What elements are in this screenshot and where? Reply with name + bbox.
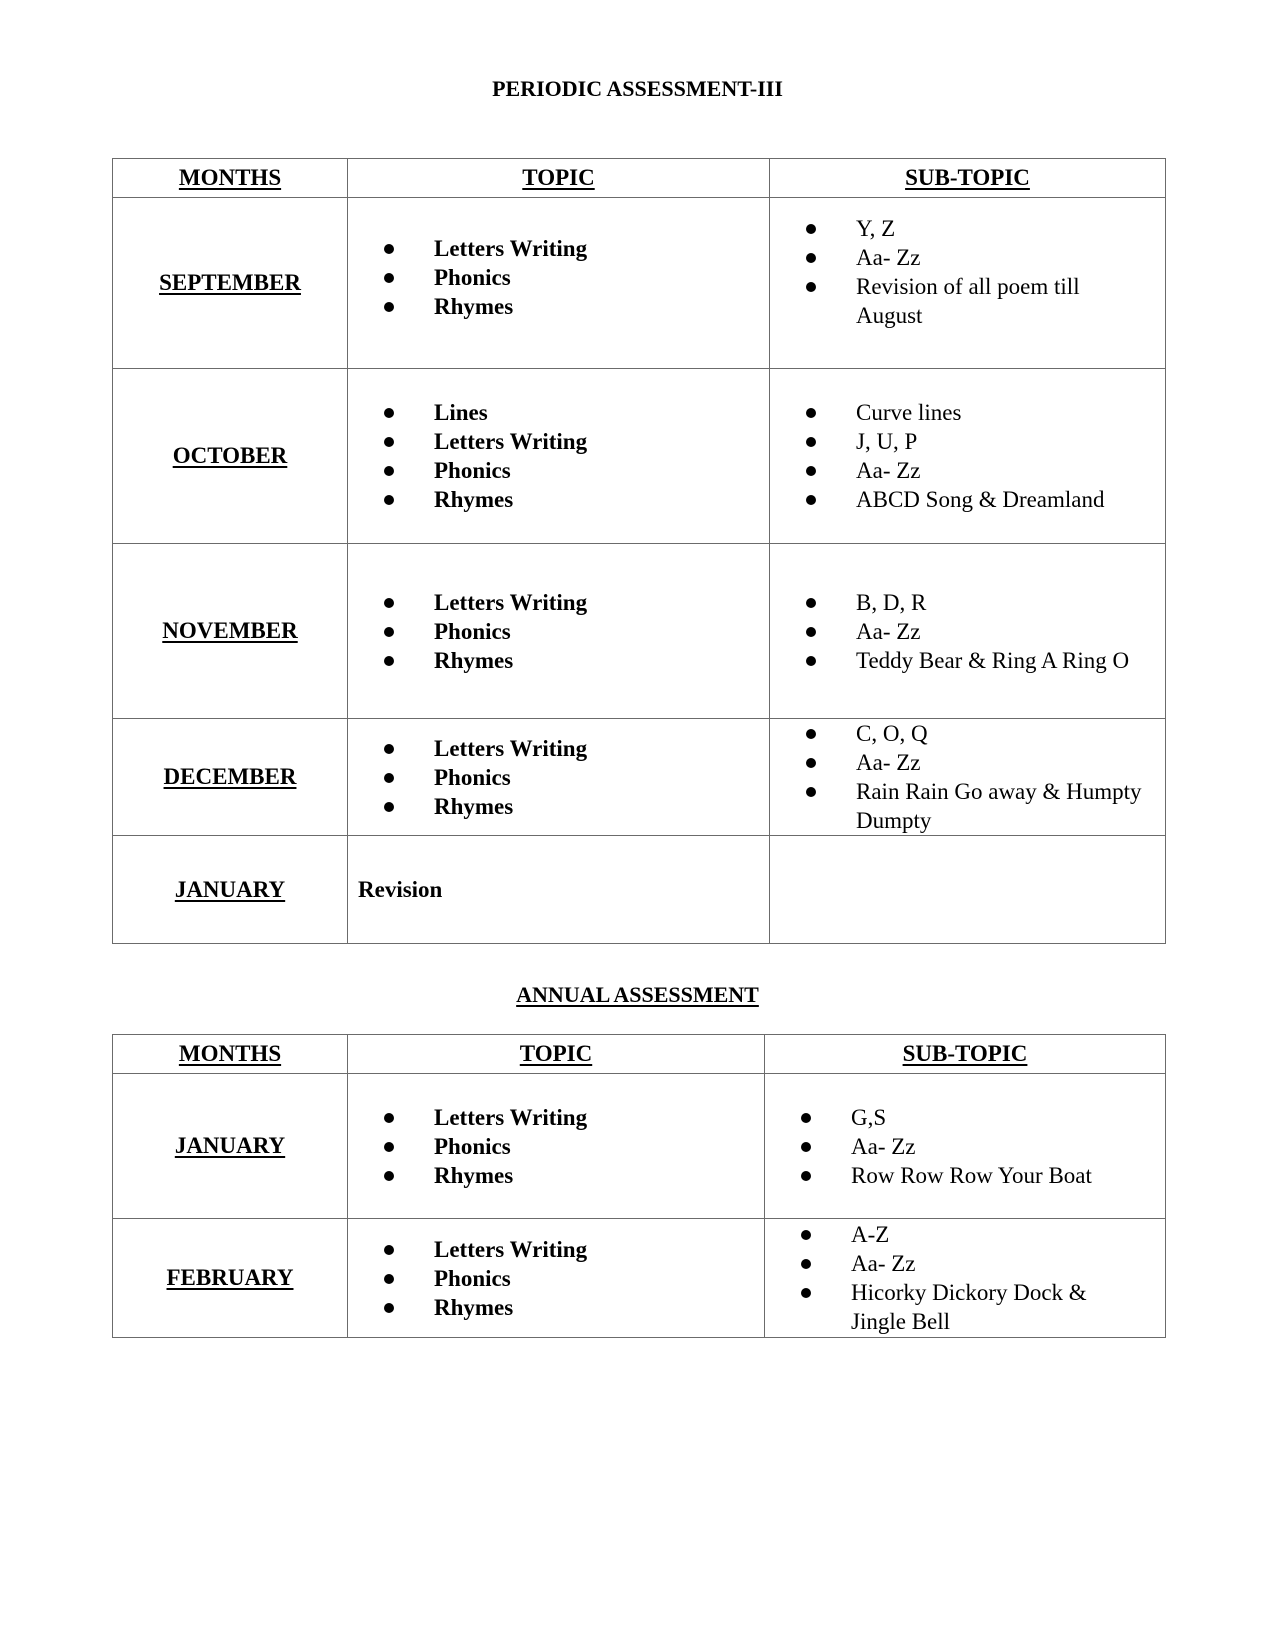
list-item: Letters Writing (434, 1103, 764, 1132)
list-item: Letters Writing (434, 734, 769, 763)
topic-cell (348, 1219, 765, 1338)
month-cell: FEBRUARY (113, 1219, 348, 1338)
bullet-icon (384, 598, 394, 608)
list-item: G,S (851, 1103, 1145, 1132)
bullet-icon (806, 787, 816, 797)
list-item: Aa- Zz (856, 456, 1145, 485)
annual-assessment-table (112, 1034, 1166, 1338)
list-item: Teddy Bear & Ring A Ring O (856, 646, 1145, 675)
bullet-icon (384, 1245, 394, 1255)
list-item: Phonics (434, 263, 769, 292)
list-item: J, U, P (856, 427, 1145, 456)
topic-cell (348, 198, 770, 369)
bullet-icon (384, 1142, 394, 1152)
header-subtopic: SUB-TOPIC (770, 159, 1166, 198)
list-item: Phonics (434, 456, 769, 485)
list-item: Aa- Zz (851, 1249, 1145, 1278)
header-topic: TOPIC (348, 159, 770, 198)
bullet-icon (384, 408, 394, 418)
bullet-icon (384, 437, 394, 447)
subtopic-cell (770, 369, 1166, 544)
list-item: Phonics (434, 1264, 764, 1293)
bullet-icon (801, 1113, 811, 1123)
subtopic-cell-empty (770, 836, 1166, 944)
bullet-icon (384, 273, 394, 283)
bullet-icon (801, 1259, 811, 1269)
bullet-icon (384, 495, 394, 505)
table-header-row (113, 1035, 1166, 1074)
subtopic-cell (770, 198, 1166, 369)
list-item: Rhymes (434, 1293, 764, 1322)
list-item: Hicorky Dickory Dock & Jingle Bell (851, 1278, 1145, 1336)
list-item: Letters Writing (434, 588, 769, 617)
bullet-icon (384, 1171, 394, 1181)
header-subtopic: SUB-TOPIC (765, 1035, 1166, 1074)
bullet-icon (384, 773, 394, 783)
header-months: MONTHS (113, 1035, 348, 1074)
bullet-icon (384, 244, 394, 254)
table-row (113, 198, 1166, 369)
bullet-icon (384, 1274, 394, 1284)
header-months: MONTHS (113, 159, 348, 198)
topic-cell (348, 719, 770, 836)
list-item: Phonics (434, 1132, 764, 1161)
month-cell: OCTOBER (113, 369, 348, 544)
list-item: C, O, Q (856, 719, 1145, 748)
bullet-icon (384, 1303, 394, 1313)
bullet-icon (384, 302, 394, 312)
list-item: Phonics (434, 763, 769, 792)
table-row (113, 544, 1166, 719)
subtopic-cell (765, 1074, 1166, 1219)
subtopic-cell (770, 719, 1166, 836)
bullet-icon (806, 466, 816, 476)
bullet-icon (806, 437, 816, 447)
periodic-assessment-title: PERIODIC ASSESSMENT-III (492, 76, 783, 101)
list-item: Phonics (434, 617, 769, 646)
table-row (113, 1219, 1166, 1338)
list-item: Rhymes (434, 792, 769, 821)
list-item: Rhymes (434, 646, 769, 675)
list-item: Letters Writing (434, 427, 769, 456)
table-header-row (113, 159, 1166, 198)
month-cell: NOVEMBER (113, 544, 348, 719)
month-cell: JANUARY (113, 1074, 348, 1219)
bullet-icon (806, 408, 816, 418)
bullet-icon (384, 802, 394, 812)
bullet-icon (806, 495, 816, 505)
list-item: Aa- Zz (856, 243, 1145, 272)
annual-assessment-title: ANNUAL ASSESSMENT (516, 982, 759, 1007)
list-item: Letters Writing (434, 1235, 764, 1264)
list-item: Y, Z (856, 214, 1145, 243)
bullet-icon (801, 1230, 811, 1240)
list-item: Rhymes (434, 292, 769, 321)
bullet-icon (384, 1113, 394, 1123)
bullet-icon (801, 1142, 811, 1152)
list-item: Aa- Zz (856, 617, 1145, 646)
bullet-icon (806, 627, 816, 637)
list-item: Row Row Row Your Boat (851, 1161, 1145, 1190)
list-item: Aa- Zz (851, 1132, 1145, 1161)
bullet-icon (806, 598, 816, 608)
table-row (113, 719, 1166, 836)
list-item: ABCD Song & Dreamland (856, 485, 1145, 514)
month-cell: SEPTEMBER (113, 198, 348, 369)
bullet-icon (801, 1171, 811, 1181)
subtopic-cell (765, 1219, 1166, 1338)
bullet-icon (384, 627, 394, 637)
topic-cell (348, 369, 770, 544)
table-row (113, 369, 1166, 544)
list-item: Lines (434, 398, 769, 427)
bullet-icon (384, 466, 394, 476)
subtopic-cell (770, 544, 1166, 719)
list-item: Rain Rain Go away & Humpty Dumpty (856, 777, 1145, 835)
bullet-icon (806, 729, 816, 739)
topic-cell: Revision (348, 836, 770, 944)
list-item: Letters Writing (434, 234, 769, 263)
table-row (113, 836, 1166, 944)
list-item: Curve lines (856, 398, 1145, 427)
table-row (113, 1074, 1166, 1219)
list-item: B, D, R (856, 588, 1145, 617)
bullet-icon (801, 1288, 811, 1298)
periodic-assessment-table (112, 158, 1166, 944)
bullet-icon (806, 282, 816, 292)
list-item: Rhymes (434, 485, 769, 514)
header-topic: TOPIC (348, 1035, 765, 1074)
bullet-icon (806, 758, 816, 768)
bullet-icon (384, 656, 394, 666)
list-item: Aa- Zz (856, 748, 1145, 777)
list-item: A-Z (851, 1220, 1145, 1249)
bullet-icon (806, 224, 816, 234)
month-cell: JANUARY (113, 836, 348, 944)
bullet-icon (384, 744, 394, 754)
bullet-icon (806, 253, 816, 263)
bullet-icon (806, 656, 816, 666)
month-cell: DECEMBER (113, 719, 348, 836)
list-item: Rhymes (434, 1161, 764, 1190)
topic-cell (348, 544, 770, 719)
list-item: Revision of all poem till August (856, 272, 1145, 330)
topic-cell (348, 1074, 765, 1219)
